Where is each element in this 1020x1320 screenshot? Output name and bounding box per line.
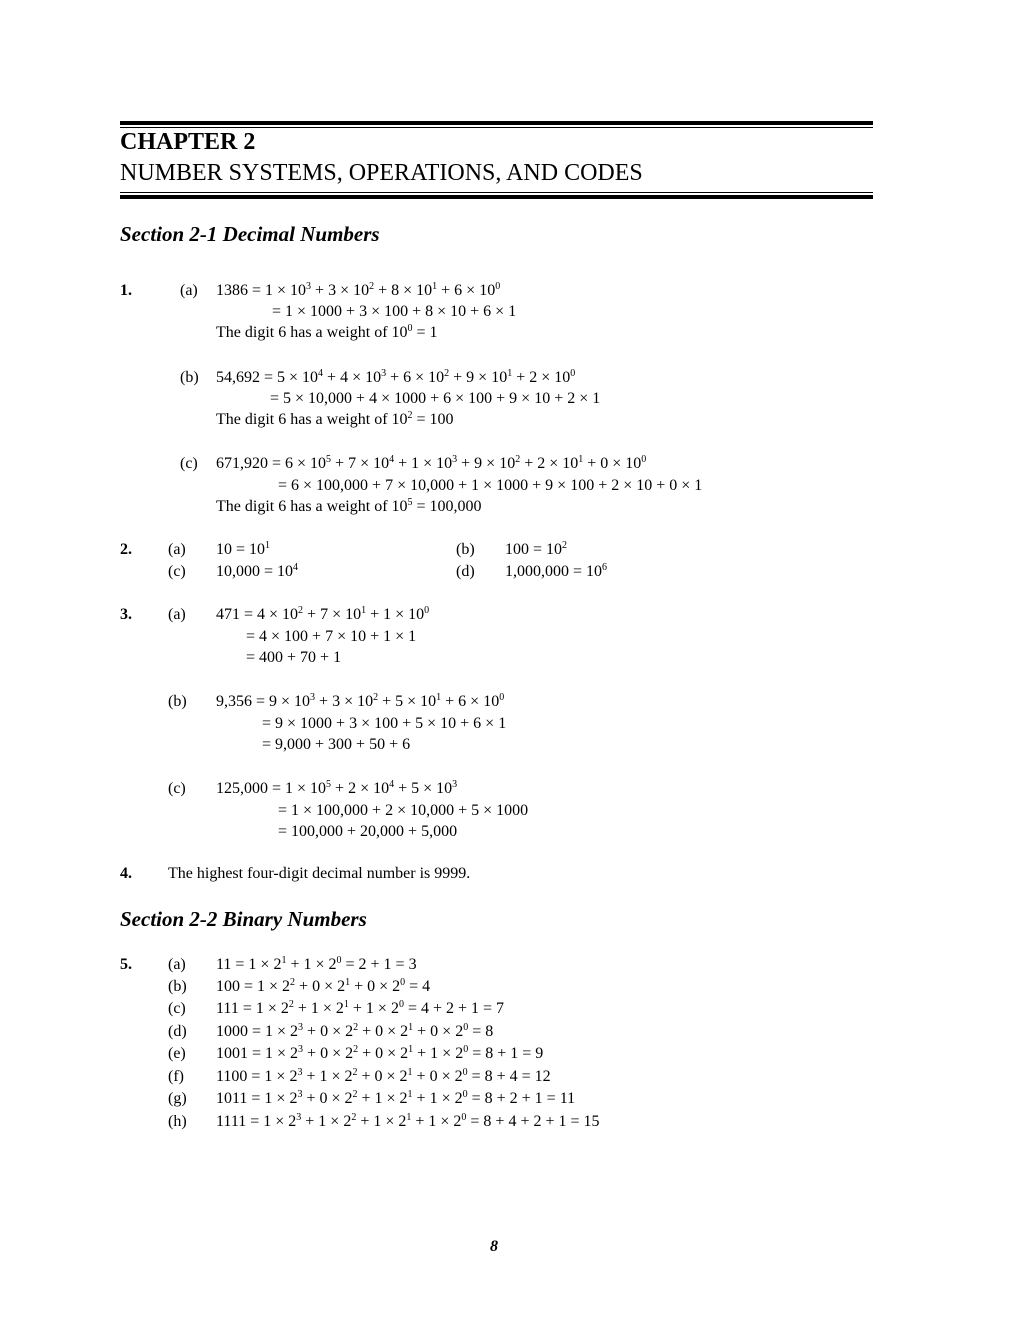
part-label: (h) [168, 1113, 187, 1130]
part-label: (b) [168, 978, 187, 995]
section-heading: Section 2-2 Binary Numbers [120, 907, 367, 931]
part-label: (d) [456, 563, 475, 580]
statement-line: The highest four-digit decimal number is 9999. [168, 865, 471, 882]
equation-line: $100 = 10^2$ [505, 540, 568, 558]
part-label: (e) [168, 1045, 186, 1062]
equation-line: $9,356 = 9 \times 10^3 + 3 \times 10^2 + 5 \times 10^1 + 6 \times 10^0$ [216, 692, 505, 710]
chapter-subtitle: NUMBER SYSTEMS, OPERATIONS, AND CODES [120, 160, 643, 186]
part-label: (a) [168, 606, 186, 623]
equation-line: $671,920 = 6 \times 10^5 + 7 \times 10^4 + 1 \times 10^3 + 9 \times 10^2 + 2 \times 10^1 + 0 \times 10^0$ [216, 454, 647, 472]
part-label: (b) [180, 369, 199, 386]
part-label: (d) [168, 1023, 187, 1040]
problem-number: 2. [120, 541, 132, 558]
equation-line: $54,692 = 5 \times 10^4 + 4 \times 10^3 + 6 \times 10^2 + 9 \times 10^1 + 2 \times 10^0$ [216, 368, 576, 386]
equation-line: = 1 × 1000 + 3 × 100 + 8 × 10 + 6 × 1 [272, 303, 517, 320]
part-label: (f) [168, 1068, 184, 1085]
header-rule-thick-bottom [120, 195, 873, 199]
equation-line: = 5 × 10,000 + 4 × 1000 + 6 × 100 + 9 × 10 + 2 × 1 [270, 390, 601, 407]
part-label: (a) [168, 541, 186, 558]
part-label: (c) [168, 563, 186, 580]
equation-line: $1386 = 1 \times 10^3 + 3 \times 10^2 + 8 \times 10^1 + 6 \times 10^0$ [216, 281, 501, 299]
equation-line: $10 = 10^1$ [216, 540, 271, 558]
part-label: (a) [180, 282, 198, 299]
part-label: (b) [168, 693, 187, 710]
header-rule-thin-top [120, 127, 873, 128]
part-label: (c) [168, 1000, 186, 1017]
equation-line: $1000 = 1 \times 2^3 + 0 \times 2^2 + 0 \times 2^1 + 0 \times 2^0 = 8$ [216, 1022, 494, 1040]
equation-line: = 1 × 100,000 + 2 × 10,000 + 5 × 1000 [278, 802, 529, 819]
equation-line: = 6 × 100,000 + 7 × 10,000 + 1 × 1000 + 9 × 100 + 2 × 10 + 0 × 1 [278, 477, 703, 494]
part-label: (c) [168, 780, 186, 797]
weight-line: The digit 6 has a weight of $10^5 = 100,000$ [216, 497, 482, 515]
equation-line: = 400 + 70 + 1 [246, 649, 342, 666]
weight-line: The digit 6 has a weight of $10^0 = 1$ [216, 323, 438, 341]
equation-line: $1011 = 1 \times 2^3 + 0 \times 2^2 + 1 \times 2^1 + 1 \times 2^0 = 8 + 2 + 1 = 11$ [216, 1089, 576, 1107]
equation-line: $100 = 1 \times 2^2 + 0 \times 2^1 + 0 \times 2^0 = 4$ [216, 977, 431, 995]
header-rule-thin-bottom [120, 192, 873, 193]
equation-line: = 9 × 1000 + 3 × 100 + 5 × 10 + 6 × 1 [262, 715, 507, 732]
equation-line: $1,000,000 = 10^6$ [505, 562, 608, 580]
equation-line: = 9,000 + 300 + 50 + 6 [262, 736, 411, 753]
equation-line: $1111 = 1 \times 2^3 + 1 \times 2^2 + 1 \times 2^1 + 1 \times 2^0 = 8 + 4 + 2 + 1 = 15$ [216, 1112, 600, 1130]
problem-number: 5. [120, 956, 132, 973]
page-number: 8 [490, 1238, 498, 1255]
part-label: (b) [456, 541, 475, 558]
equation-line: $1100 = 1 \times 2^3 + 1 \times 2^2 + 0 \times 2^1 + 0 \times 2^0 = 8 + 4 = 12$ [216, 1067, 551, 1085]
part-label: (a) [168, 956, 186, 973]
problem-number: 3. [120, 606, 132, 623]
chapter-title: CHAPTER 2 [120, 129, 256, 155]
problem-number: 1. [120, 282, 132, 299]
equation-line: $10,000 = 10^4$ [216, 562, 299, 580]
part-label: (c) [180, 455, 198, 472]
section-heading: Section 2-1 Decimal Numbers [120, 222, 380, 246]
equation-line: = 100,000 + 20,000 + 5,000 [278, 823, 458, 840]
equation-line: $125,000 = 1 \times 10^5 + 2 \times 10^4 + 5 \times 10^3$ [216, 779, 458, 797]
equation-line: $11 = 1 \times 2^1 + 1 \times 2^0 = 2 + 1 = 3$ [216, 955, 417, 973]
equation-line: $1001 = 1 \times 2^3 + 0 \times 2^2 + 0 \times 2^1 + 1 \times 2^0 = 8 + 1 = 9$ [216, 1044, 544, 1062]
problem-number: 4. [120, 865, 132, 882]
equation-line: = 4 × 100 + 7 × 10 + 1 × 1 [246, 628, 417, 645]
header-rule-thick-top [120, 121, 873, 125]
equation-line: $111 = 1 \times 2^2 + 1 \times 2^1 + 1 \times 2^0 = 4 + 2 + 1 = 7$ [216, 999, 505, 1017]
equation-line: $471 = 4 \times 10^2 + 7 \times 10^1 + 1 \times 10^0$ [216, 605, 430, 623]
weight-line: The digit 6 has a weight of $10^2 = 100$ [216, 410, 454, 428]
part-label: (g) [168, 1090, 187, 1107]
